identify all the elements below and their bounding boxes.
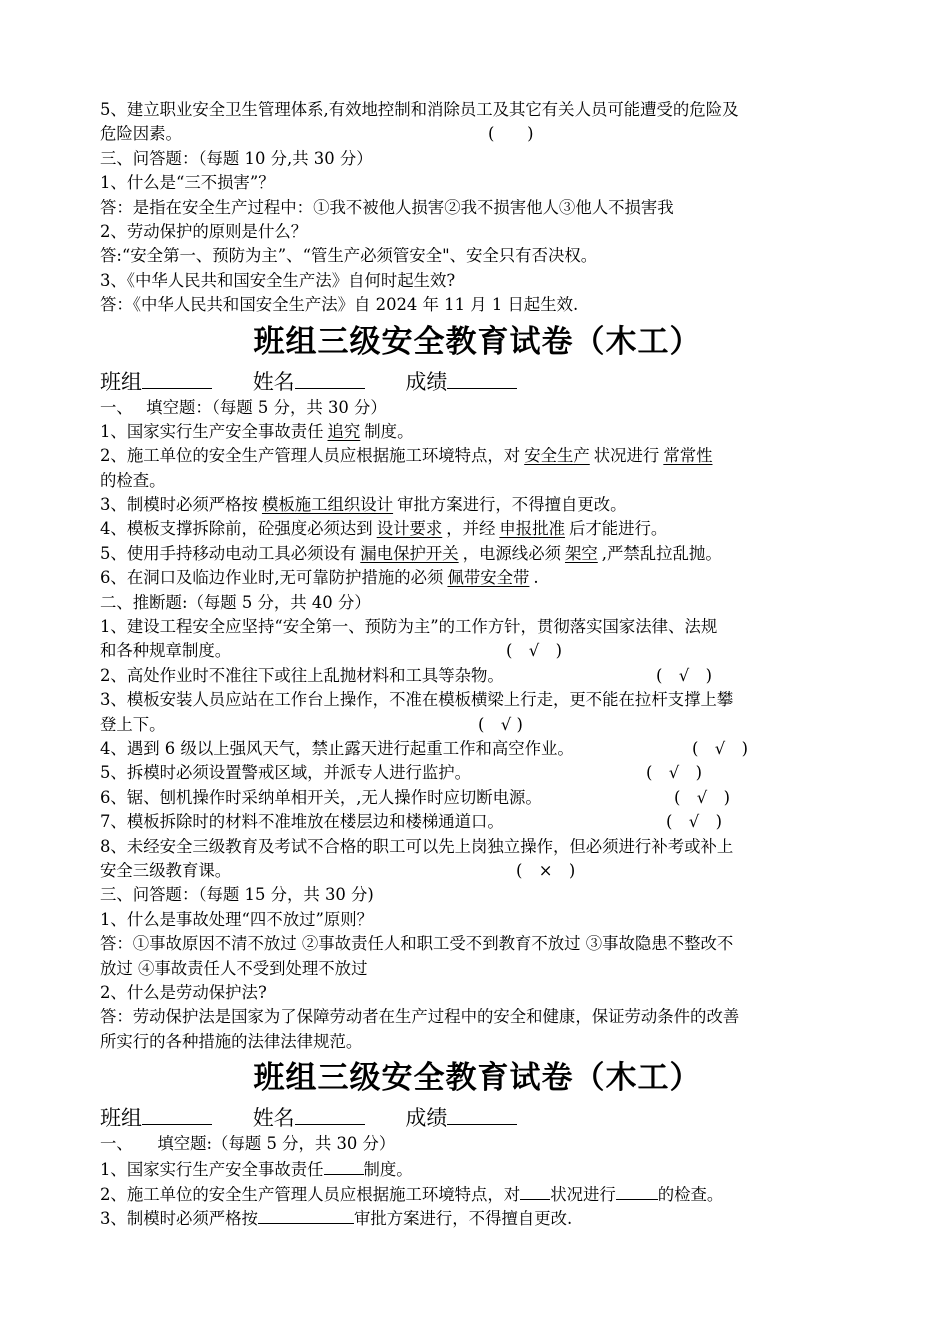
qa-a1-line2: 放过 ④事故责任人不受到处理不放过 xyxy=(100,958,368,978)
prev-qa-header: 三、问答题：（每题 10 分,共 30 分） xyxy=(100,148,373,168)
fill-blank[interactable] xyxy=(616,1181,658,1200)
prev-qa-q2: 2、劳动保护的原则是什么？ xyxy=(100,221,308,241)
fill-q4: 4、模板支撑拆除前，砼强度必须达到 设计要求 ，并经 申报批准 后才能进行。 xyxy=(100,519,668,539)
prev-qa-a3: 答：《中华人民共和国安全生产法》自 2024 年 11 月 1 日起生效. xyxy=(100,295,579,315)
score-label: 成绩 xyxy=(405,369,448,394)
judge-q3-line2: 登上下。 ( √ ) xyxy=(100,713,855,737)
fill-q5: 5、使用手持移动电动工具必须设有 漏电保护开关 ，电源线必须 架空 ,严禁乱拉乱抛。 xyxy=(100,543,722,563)
fill-q1: 1、国家实行生产安全事故责任 追究 制度。 xyxy=(100,421,414,441)
prev-qa-a2: 答:“安全第一、预防为主”、“管生产必须管安全"、安全只有否决权。 xyxy=(100,246,598,266)
name-blank[interactable] xyxy=(295,366,365,389)
fill-answer: 申报批准 xyxy=(499,519,565,539)
answer-mark: ( √ ) xyxy=(656,665,713,685)
exam-title: 班组三级安全教育试卷（木工） xyxy=(253,323,702,360)
judge-q7: 7、模板拆除时的材料不准堆放在楼层边和楼梯通道口。 ( √ ) xyxy=(100,810,855,834)
answer-mark: ( ) xyxy=(488,124,534,144)
answer-mark: ( √ ) xyxy=(666,812,723,832)
fill-header: 一、 填空题：（每题 5 分，共 30 分） xyxy=(100,397,387,417)
judge-q6: 6、锯、刨机操作时采纳单相开关，,无人操作时应切断电源。 ( √ ) xyxy=(100,786,855,810)
qa-a2-line1: 答：劳动保护法是国家为了保障劳动者在生产过程中的安全和健康，保证劳动条件的改善 xyxy=(100,1007,740,1027)
fill-q1: 1、国家实行生产安全事故责任 制度。 xyxy=(100,1156,855,1180)
fill-answer: 常常性 xyxy=(663,446,713,466)
fill-q2-line1: 2、施工单位的安全生产管理人员应根据施工环境特点，对 安全生产 状况进行 常常性 xyxy=(100,444,855,468)
name-label: 姓名 xyxy=(252,1106,295,1131)
prev-judge-q5-line2: 危险因素。 ( ) xyxy=(100,122,855,146)
fill-answer: 设计要求 xyxy=(376,519,443,539)
answer-mark: ( √ ) xyxy=(692,738,749,758)
exam-info-row xyxy=(100,366,855,396)
qa-a1-line1: 答：①事故原因不清不放过 ②事故责任人和职工受不到教育不放过 ③事故隐患不整改不 xyxy=(100,934,734,954)
fill-q3: 3、制模时必须严格按 审批方案进行，不得擅自更改. xyxy=(100,1205,855,1229)
prev-qa-a1: 答：是指在安全生产过程中：①我不被他人损害②我不损害他人③他人不损害我 xyxy=(100,197,674,217)
answer-mark: ( √ ) xyxy=(646,763,703,783)
qa-a2-line2: 所实行的各种措施的法律法律规范。 xyxy=(100,1031,363,1051)
fill-blank[interactable] xyxy=(520,1181,550,1200)
fill-answer: 佩带安全带 xyxy=(447,568,530,588)
document-page xyxy=(100,98,855,1230)
judge-q4: 4、遇到 6 级以上强风天气，禁止露天进行起重工作和高空作业。 ( √ ) xyxy=(100,737,855,761)
judge-q5: 5、拆模时必须设置警戒区域，并派专人进行监护。 ( √ ) xyxy=(100,761,855,785)
fill-q2-line2: 的检查。 xyxy=(100,470,166,490)
class-blank[interactable] xyxy=(142,1102,212,1125)
score-blank[interactable] xyxy=(447,366,517,389)
fill-answer: 安全生产 xyxy=(524,446,590,466)
class-label: 班组 xyxy=(100,369,142,394)
judge-q2: 2、高处作业时不准往下或往上乱抛材料和工具等杂物。 ( √ ) xyxy=(100,664,855,688)
class-label: 班组 xyxy=(100,1106,142,1131)
fill-answer: 追究 xyxy=(327,421,361,441)
answer-mark: ( √ ) xyxy=(674,787,731,807)
name-blank[interactable] xyxy=(295,1102,365,1125)
answer-mark: ( × ) xyxy=(516,860,576,880)
answer-mark: ( √ ) xyxy=(478,714,523,734)
fill-header: 一、 填空题:（每题 5 分，共 30 分） xyxy=(100,1134,396,1154)
name-label: 姓名 xyxy=(252,369,295,394)
fill-answer: 架空 xyxy=(564,543,598,563)
fill-q3: 3、制模时必须严格按 模板施工组织设计 审批方案进行，不得擅自更改。 xyxy=(100,495,627,515)
prev-qa-q3: 3、《中华人民共和国安全生产法》自何时起生效? xyxy=(100,270,456,290)
class-blank[interactable] xyxy=(142,366,212,389)
prev-judge-q5-line1: 5、建立职业安全卫生管理体系,有效地控制和消除员工及其它有关人员可能遭受的危险及 xyxy=(100,100,739,119)
judge-q3-line1: 3、模板安装人员应站在工作台上操作，不准在模板横梁上行走，更不能在拉杆支撑上攀 xyxy=(100,690,734,710)
exam-info-row xyxy=(100,1102,855,1132)
answer-mark: ( √ ) xyxy=(506,641,563,661)
judge-header: 二、推断题:（每题 5 分，共 40 分） xyxy=(100,592,371,612)
score-label: 成绩 xyxy=(405,1106,448,1131)
fill-answer: 模板施工组织设计 xyxy=(261,495,394,515)
judge-q8-line2: 安全三级教育课。 ( × ) xyxy=(100,859,855,883)
judge-q1-line2: 和各种规章制度。 ( √ ) xyxy=(100,639,855,663)
fill-q6: 6、在洞口及临边作业时,无可靠防护措施的必须 佩带安全带 . xyxy=(100,568,539,588)
fill-blank[interactable] xyxy=(258,1205,354,1224)
fill-answer: 漏电保护开关 xyxy=(360,543,459,563)
exam-title: 班组三级安全教育试卷（木工） xyxy=(253,1060,702,1097)
score-blank[interactable] xyxy=(447,1102,517,1125)
judge-q1-line1: 1、建设工程安全应坚持“安全第一、预防为主”的工作方针，贯彻落实国家法律、法规 xyxy=(100,617,718,637)
fill-q2: 2、施工单位的安全生产管理人员应根据施工环境特点，对 状况进行 的检查。 xyxy=(100,1181,855,1205)
prev-qa-q1: 1、什么是“三不损害”？ xyxy=(100,173,275,193)
judge-q8-line1: 8、未经安全三级教育及考试不合格的职工可以先上岗独立操作，但必须进行补考或补上 xyxy=(100,836,734,856)
qa-q1: 1、什么是事故处理“四不放过”原则？ xyxy=(100,909,374,929)
qa-header: 三、问答题：（每题 15 分，共 30 分) xyxy=(100,885,374,905)
fill-blank[interactable] xyxy=(324,1156,364,1175)
qa-q2: 2、什么是劳动保护法? xyxy=(100,982,267,1002)
